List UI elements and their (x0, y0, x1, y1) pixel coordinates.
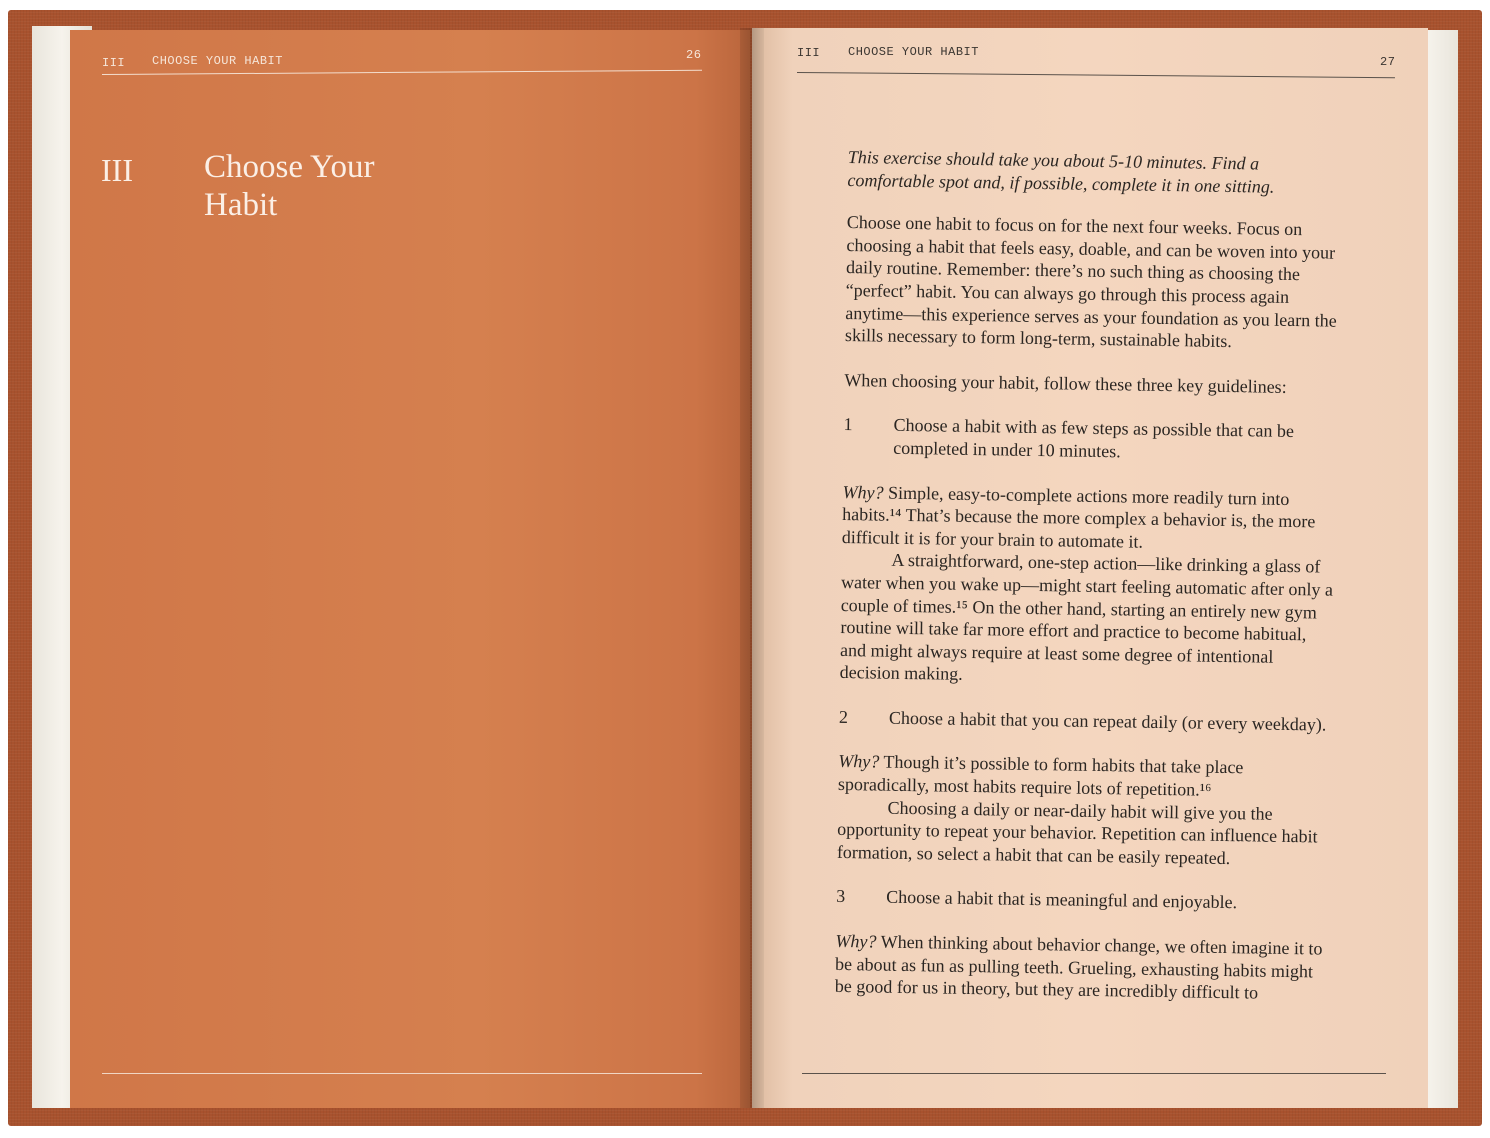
left-header-title: CHOOSE YOUR HABIT (152, 54, 283, 68)
guideline-1-why (842, 480, 1339, 556)
right-footer-rule (802, 1073, 1386, 1074)
guideline-3-text: Choose a habit that is meaningful and enjoyable. (886, 887, 1238, 913)
right-page-number: 27 (1380, 55, 1396, 69)
guideline-3-number: 3 (836, 886, 846, 907)
guideline-2-why-text-2: Choosing a daily or near-daily habit will give you the opportunity to repeat your behavior. Repetition can influence habit formation, so select a habit that can be easily repeated. (836, 797, 1318, 868)
body-paragraph-1: Choose one habit to focus on for the next four weeks. Focus on choosing a habit that feels easy, doable, and can be woven into your daily routine. Remember: there’s no such thing as choosing the “perfect” habit. You can always go through this process again anytime—this experience serves as your foundation as you learn the skills necessary to form long-term, sustainable habits. (844, 212, 1337, 352)
guideline-3-why-text: When thinking about behavior change, we often imagine it to be about as fun as pulling teeth. Grueling, exhausting habits might be good for us in theory, but they are incredibly difficult to (834, 931, 1323, 1003)
chapter-title-line-2: Habit (204, 187, 278, 223)
why-label: Why? (842, 481, 884, 503)
guideline-1 (843, 413, 1340, 466)
guideline-1-why-text-2: A straightforward, one-step action—like drinking a glass of water when you wake up—might start feeling automatic after only a couple of times.¹⁵ On the other hand, starting an entirely new gym routine will take far more effort and practice to become habitual, and might always require at least some degree of intentional decision making. (839, 550, 1334, 685)
chapter-number: III (101, 152, 133, 188)
guideline-3 (836, 885, 1332, 915)
guideline-2-number: 2 (838, 706, 849, 727)
guideline-2 (839, 706, 1335, 736)
left-footer-rule (102, 1073, 702, 1074)
guideline-1-text: Choose a habit with as few steps as possible that can be completed in under 10 minutes. (893, 415, 1295, 462)
right-header-title: CHOOSE YOUR HABIT (848, 45, 979, 59)
why-label: Why? (838, 751, 880, 773)
book-gutter (740, 28, 764, 1108)
right-header-section: III (797, 46, 821, 60)
why-label: Why? (835, 930, 877, 952)
guideline-3-why (835, 930, 1332, 1006)
left-page-number: 26 (686, 48, 702, 62)
left-header-section: III (102, 56, 126, 70)
guideline-2-why-text: Though it’s possible to form habits that take place sporadically, most habits require lots of repetition.¹⁶ (837, 752, 1244, 800)
chapter-title-line-1: Choose Your (204, 149, 375, 185)
intro-text: This exercise should take you about 5-10 minutes. Find a comfortable spot and, if possible, complete it in one sitting. (847, 146, 1275, 197)
chapter-title (204, 148, 504, 224)
guideline-1-number: 1 (843, 414, 853, 435)
guideline-1-why-text: Simple, easy-to-complete actions more readily turn into habits.¹⁴ That’s because the more complex a behavior is, the more difficult it is for your brain to automate it. (841, 482, 1316, 552)
body-paragraph-2: When choosing your habit, follow these three key guidelines: (844, 369, 1287, 397)
guideline-2-text: Choose a habit that you can repeat daily (or every weekday). (888, 707, 1327, 735)
right-page-body (835, 146, 1344, 1005)
guideline-2-why (838, 750, 1335, 803)
